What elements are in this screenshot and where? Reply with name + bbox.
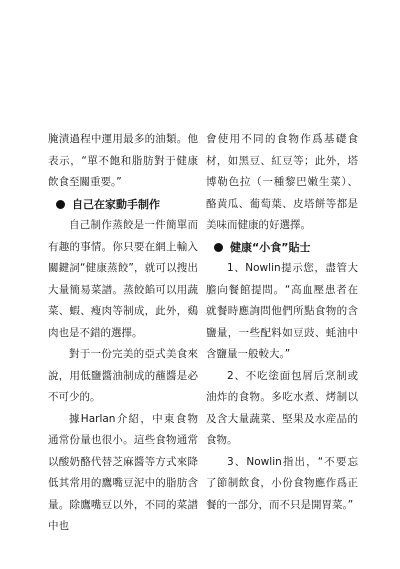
- paragraph: 對于一份完美的亞式美食來說，用低鹽醬油制成的蘸醬是必不可少的。: [48, 348, 198, 403]
- bullet-icon: [214, 243, 223, 252]
- right-column: [206, 129, 358, 516]
- section-heading-text: 健康“小食”貼士: [230, 240, 311, 254]
- left-intro-paragraph: 腌漬過程中運用最多的油類。他表示，“單不飽和脂肪對于健康飲食至關重要。”: [48, 133, 198, 188]
- section-heading-text: 自己在家動手制作: [72, 197, 160, 211]
- section-heading-tips: [206, 237, 358, 259]
- paragraph: 自己制作蒸餃是一件簡單而有趣的事情。你只要在網上輸入關鍵詞“健康蒸餃”，就可以搜出大量簡易菜譜。蒸餃餡可以用蔬菜、蝦、瘦肉等制成，此外，鷄肉也是不錯的選擇。: [48, 219, 198, 339]
- right-intro-paragraph: 會使用不同的食物作爲基礎食材，如黑豆、紅豆等；此外，塔博勒色拉（一種黎巴嫩生菜）、酪黄瓜、葡萄葉、皮塔餅等都是美味而健康的好選擇。: [206, 133, 358, 231]
- left-column: [48, 129, 198, 538]
- tip-paragraph: 3、Nowlin指出，“不要忘了節制飲食，小份食物應作爲正餐的一部分，而不只是開胃菜。”: [206, 455, 358, 511]
- tip-paragraph: 1、Nowlin提示您，盡管大膽向餐館提問。“高血壓患者在就餐時應詢問他們所點食物的含鹽量，一些配料如豆豉、蚝油中含鹽量一般較大。”: [206, 262, 358, 360]
- bullet-icon: [56, 200, 65, 209]
- tip-paragraph: 2、不吃塗面包屑后烹制或油炸的食物。多吃水煮、烤制以及含大量蔬菜、堅果及水産品的食物。: [206, 369, 358, 446]
- section-heading-diy: [48, 194, 198, 216]
- paragraph: 據Harlan介紹，中東食物通常份量也很小。這些食物通常以酸奶酪代替芝麻醬等方式來降低其常用的鷹嘴豆泥中的脂肪含量。除鷹嘴豆以外，不同的菜譜中也: [48, 412, 198, 532]
